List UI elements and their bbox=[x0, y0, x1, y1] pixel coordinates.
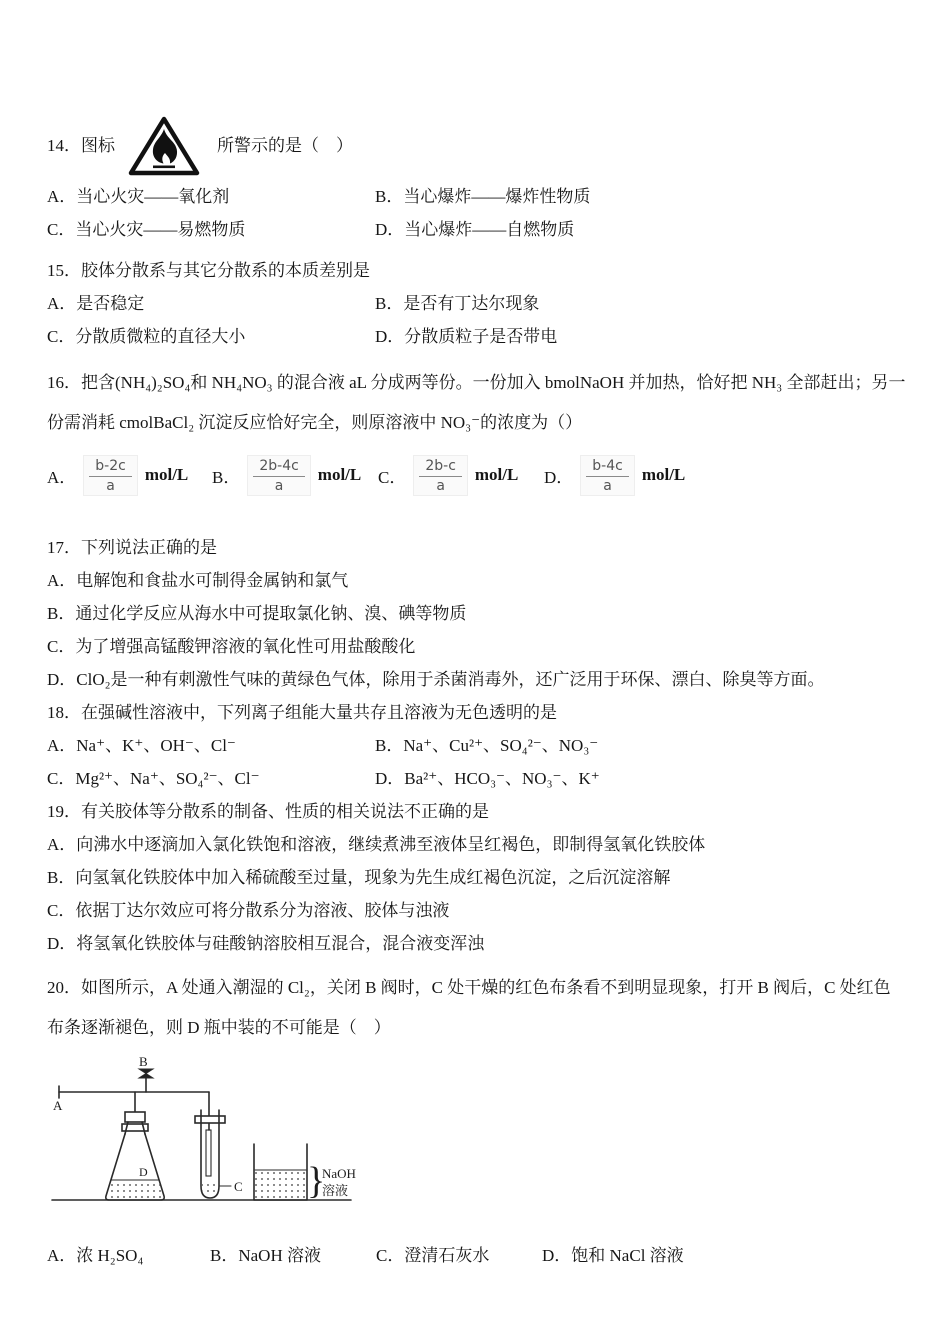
fraction-denominator: a bbox=[106, 477, 115, 494]
beaker-brace: } bbox=[307, 1160, 326, 1202]
fraction-numerator: 2b-c bbox=[419, 458, 462, 477]
question-20-stem: 20．如图所示，A 处通入潮湿的 Cl₂，关闭 B 阀时，C 处干燥的红色布条看不到明显现象，打开 B 阀后，C 处红色布条逐渐褪色，则 D 瓶中装的不可能是（ ） bbox=[47, 978, 891, 1037]
option-a: A．电解饱和食盐水可制得金属钠和氯气 bbox=[47, 571, 349, 590]
question-17-stem: 17．下列说法正确的是 bbox=[47, 538, 217, 557]
option-unit: mol/L bbox=[641, 465, 686, 484]
question-15-stem: 15．胶体分散系与其它分散系的本质差别是 bbox=[47, 261, 370, 280]
question-14-options bbox=[47, 180, 906, 246]
option-d bbox=[544, 449, 906, 501]
diagram-label-d: D bbox=[139, 1165, 148, 1179]
option-d: D．分散质粒子是否带电 bbox=[375, 327, 558, 346]
question-16 bbox=[47, 363, 906, 501]
fraction-numerator: b-4c bbox=[586, 458, 629, 477]
option-a bbox=[47, 449, 212, 501]
option-d: D．将氢氧化铁胶体与硅酸钠溶胶相互混合，混合液变浑浊 bbox=[47, 934, 485, 953]
option-unit: mol/L bbox=[474, 465, 519, 484]
option-d: D．饱和 NaCl 溶液 bbox=[542, 1246, 684, 1265]
option-unit: mol/L bbox=[317, 465, 362, 484]
question-14 bbox=[47, 112, 906, 246]
fraction bbox=[83, 455, 138, 496]
option-unit: mol/L bbox=[144, 465, 189, 484]
option-b: B．当心爆炸——爆炸性物质 bbox=[375, 187, 591, 206]
question-18-options bbox=[47, 729, 906, 795]
stem-prefix: 图标 bbox=[81, 136, 115, 155]
option-d: D．Ba²⁺、HCO₃⁻、NO₃⁻、K⁺ bbox=[375, 769, 600, 788]
option-c: C．澄清石灰水 bbox=[376, 1246, 490, 1265]
fraction-numerator: 2b-4c bbox=[253, 458, 304, 477]
question-20 bbox=[47, 968, 906, 1272]
diagram-label-b: B bbox=[139, 1056, 148, 1069]
option-b: B．通过化学反应从海水中可提取氯化钠、溴、碘等物质 bbox=[47, 604, 467, 623]
fraction-numerator: b-2c bbox=[89, 458, 132, 477]
option-d: D．ClO₂是一种有刺激性气味的黄绿色气体，除用于杀菌消毒外，还广泛用于环保、漂白、除臭等方面。 bbox=[47, 670, 825, 689]
question-16-options bbox=[47, 449, 906, 501]
option-a: A．浓 H₂SO₄ bbox=[47, 1246, 144, 1265]
question-18-stem: 18．在强碱性溶液中，下列离子组能大量共存且溶液为无色透明的是 bbox=[47, 703, 557, 722]
option-b: B．向氢氧化铁胶体中加入稀硫酸至过量，现象为先生成红褐色沉淀，之后沉淀溶解 bbox=[47, 868, 671, 887]
question-15 bbox=[47, 254, 906, 353]
fraction-denominator: a bbox=[603, 477, 612, 494]
option-c: C．依据丁达尔效应可将分散系分为溶液、胶体与浊液 bbox=[47, 901, 450, 920]
beaker-label-naoh: NaOH bbox=[322, 1166, 356, 1181]
diagram-label-a: A bbox=[53, 1098, 63, 1113]
question-14-stem bbox=[47, 112, 906, 180]
option-b: B．是否有丁达尔现象 bbox=[375, 294, 540, 313]
cloth-strip bbox=[206, 1130, 211, 1176]
flammable-warning-icon bbox=[127, 114, 201, 178]
question-number: 14． bbox=[47, 136, 81, 155]
flask-stopper bbox=[125, 1112, 145, 1122]
option-c: C．当心火灾——易燃物质 bbox=[47, 220, 246, 239]
option-a: A．Na⁺、K⁺、OH⁻、Cl⁻ bbox=[47, 736, 236, 755]
question-19-stem: 19．有关胶体等分散系的制备、性质的相关说法不正确的是 bbox=[47, 802, 489, 821]
question-18 bbox=[47, 696, 906, 795]
option-c: C．Mg²⁺、Na⁺、SO₄²⁻、Cl⁻ bbox=[47, 769, 260, 788]
question-20-options bbox=[47, 1239, 906, 1272]
option-b bbox=[212, 449, 378, 501]
option-a: A．向沸水中逐滴加入氯化铁饱和溶液，继续煮沸至液体呈红褐色，即制得氢氧化铁胶体 bbox=[47, 835, 706, 854]
option-d: D．当心爆炸——自燃物质 bbox=[375, 220, 575, 239]
option-b: B．Na⁺、Cu²⁺、SO₄²⁻、NO₃⁻ bbox=[375, 736, 599, 755]
diagram-label-c: C bbox=[234, 1179, 243, 1194]
test-tube-clamp bbox=[195, 1116, 225, 1123]
apparatus-diagram bbox=[49, 1056, 906, 1217]
option-c bbox=[378, 449, 544, 501]
stem-suffix: 所警示的是（ ） bbox=[217, 136, 353, 155]
option-label: C． bbox=[378, 467, 407, 487]
option-label: A． bbox=[47, 467, 77, 487]
option-b: B．NaOH 溶液 bbox=[210, 1246, 321, 1265]
option-c: C．分散质微粒的直径大小 bbox=[47, 327, 246, 346]
beaker-label-solution: 溶液 bbox=[322, 1183, 349, 1198]
question-15-options bbox=[47, 287, 906, 353]
fraction bbox=[247, 455, 310, 496]
option-label: D． bbox=[544, 467, 574, 487]
question-16-stem: 16．把含(NH₄)₂SO₄和 NH₄NO₃ 的混合液 aL 分成两等份。一份加入 bmolNaOH 并加热，恰好把 NH₃ 全部赶出；另一份需消耗 cmolBaCl₂ 沉淀反应恰好完全，则原溶液中 NO₃⁻的浓度为（） bbox=[47, 373, 906, 432]
fraction-denominator: a bbox=[274, 477, 284, 494]
fraction bbox=[413, 455, 468, 496]
fraction-denominator: a bbox=[436, 477, 445, 494]
option-c: C．为了增强高锰酸钾溶液的氧化性可用盐酸酸化 bbox=[47, 637, 416, 656]
fraction bbox=[580, 455, 635, 496]
question-17 bbox=[47, 531, 906, 696]
option-a: A．当心火灾——氧化剂 bbox=[47, 187, 230, 206]
option-a: A．是否稳定 bbox=[47, 294, 145, 313]
option-label: B． bbox=[212, 467, 241, 487]
stopcock-valve bbox=[139, 1069, 153, 1078]
question-19 bbox=[47, 795, 906, 960]
